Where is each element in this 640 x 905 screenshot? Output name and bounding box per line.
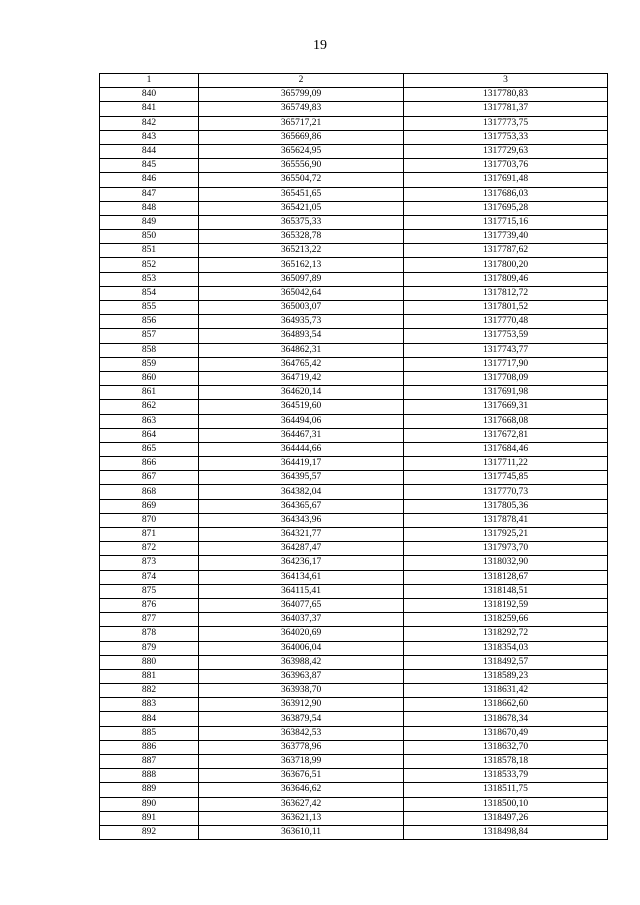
- x-coordinate-cell: 364494,06: [199, 414, 404, 428]
- y-coordinate-cell: 1317973,70: [404, 542, 608, 556]
- x-coordinate-cell: 364444,66: [199, 442, 404, 456]
- point-number-cell: 867: [100, 471, 199, 485]
- point-number-cell: 853: [100, 272, 199, 286]
- point-number-cell: 858: [100, 343, 199, 357]
- point-number-cell: 856: [100, 315, 199, 329]
- y-coordinate-cell: 1318148,51: [404, 584, 608, 598]
- x-coordinate-cell: 364395,57: [199, 471, 404, 485]
- y-coordinate-cell: 1317800,20: [404, 258, 608, 272]
- x-coordinate-cell: 364382,04: [199, 485, 404, 499]
- table-row: [100, 726, 608, 740]
- table-row: [100, 144, 608, 158]
- point-number-cell: 860: [100, 371, 199, 385]
- y-coordinate-cell: 1318497,26: [404, 811, 608, 825]
- point-number-cell: 843: [100, 130, 199, 144]
- y-coordinate-cell: 1317703,76: [404, 159, 608, 173]
- x-coordinate-cell: 365556,90: [199, 159, 404, 173]
- column-header-2: 2: [199, 74, 404, 88]
- y-coordinate-cell: 1318128,67: [404, 570, 608, 584]
- y-coordinate-cell: 1318670,49: [404, 726, 608, 740]
- table-row: [100, 116, 608, 130]
- point-number-cell: 882: [100, 684, 199, 698]
- table-row: [100, 570, 608, 584]
- y-coordinate-cell: 1318498,84: [404, 825, 608, 839]
- x-coordinate-cell: 364519,60: [199, 400, 404, 414]
- y-coordinate-cell: 1318032,90: [404, 556, 608, 570]
- table-row: [100, 485, 608, 499]
- x-coordinate-cell: 364077,65: [199, 598, 404, 612]
- table-row: [100, 712, 608, 726]
- table-row: [100, 584, 608, 598]
- table-row: [100, 301, 608, 315]
- y-coordinate-cell: 1318662,60: [404, 698, 608, 712]
- y-coordinate-cell: 1318292,72: [404, 627, 608, 641]
- y-coordinate-cell: 1318354,03: [404, 641, 608, 655]
- x-coordinate-cell: 364321,77: [199, 528, 404, 542]
- x-coordinate-cell: 365162,13: [199, 258, 404, 272]
- x-coordinate-cell: 365213,22: [199, 244, 404, 258]
- y-coordinate-cell: 1317669,31: [404, 400, 608, 414]
- x-coordinate-cell: 365504,72: [199, 173, 404, 187]
- x-coordinate-cell: 363621,13: [199, 811, 404, 825]
- table-row: [100, 414, 608, 428]
- x-coordinate-cell: 364115,41: [199, 584, 404, 598]
- table-row: [100, 499, 608, 513]
- point-number-cell: 849: [100, 215, 199, 229]
- y-coordinate-cell: 1317743,77: [404, 343, 608, 357]
- table-row: [100, 130, 608, 144]
- x-coordinate-cell: 363627,42: [199, 797, 404, 811]
- point-number-cell: 851: [100, 244, 199, 258]
- column-header-3: 3: [404, 74, 608, 88]
- point-number-cell: 857: [100, 329, 199, 343]
- x-coordinate-cell: 363912,90: [199, 698, 404, 712]
- y-coordinate-cell: 1318632,70: [404, 740, 608, 754]
- table-row: [100, 769, 608, 783]
- x-coordinate-cell: 364365,67: [199, 499, 404, 513]
- point-number-cell: 865: [100, 442, 199, 456]
- point-number-cell: 841: [100, 102, 199, 116]
- y-coordinate-cell: 1317809,46: [404, 272, 608, 286]
- table-row: [100, 684, 608, 698]
- table-body: [100, 88, 608, 840]
- x-coordinate-cell: 365421,05: [199, 201, 404, 215]
- x-coordinate-cell: 365799,09: [199, 88, 404, 102]
- y-coordinate-cell: 1317925,21: [404, 528, 608, 542]
- table-row: [100, 102, 608, 116]
- y-coordinate-cell: 1317753,59: [404, 329, 608, 343]
- x-coordinate-cell: 364893,54: [199, 329, 404, 343]
- x-coordinate-cell: 365749,83: [199, 102, 404, 116]
- point-number-cell: 854: [100, 286, 199, 300]
- y-coordinate-cell: 1318533,79: [404, 769, 608, 783]
- table-row: [100, 669, 608, 683]
- table-row: [100, 400, 608, 414]
- y-coordinate-cell: 1317770,48: [404, 315, 608, 329]
- x-coordinate-cell: 365717,21: [199, 116, 404, 130]
- table-row: [100, 88, 608, 102]
- x-coordinate-cell: 365097,89: [199, 272, 404, 286]
- x-coordinate-cell: 363938,70: [199, 684, 404, 698]
- y-coordinate-cell: 1318259,66: [404, 613, 608, 627]
- x-coordinate-cell: 363718,99: [199, 755, 404, 769]
- point-number-cell: 842: [100, 116, 199, 130]
- column-header-1: 1: [100, 74, 199, 88]
- point-number-cell: 840: [100, 88, 199, 102]
- point-number-cell: 864: [100, 428, 199, 442]
- table-row: [100, 187, 608, 201]
- point-number-cell: 848: [100, 201, 199, 215]
- y-coordinate-cell: 1318192,59: [404, 598, 608, 612]
- x-coordinate-cell: 364467,31: [199, 428, 404, 442]
- x-coordinate-cell: 363610,11: [199, 825, 404, 839]
- point-number-cell: 859: [100, 357, 199, 371]
- table-row: [100, 357, 608, 371]
- x-coordinate-cell: 364620,14: [199, 386, 404, 400]
- x-coordinate-cell: 364862,31: [199, 343, 404, 357]
- point-number-cell: 884: [100, 712, 199, 726]
- point-number-cell: 891: [100, 811, 199, 825]
- y-coordinate-cell: 1317753,33: [404, 130, 608, 144]
- point-number-cell: 883: [100, 698, 199, 712]
- point-number-cell: 872: [100, 542, 199, 556]
- table-row: [100, 698, 608, 712]
- point-number-cell: 889: [100, 783, 199, 797]
- y-coordinate-cell: 1317715,16: [404, 215, 608, 229]
- table-row: [100, 230, 608, 244]
- table-row: [100, 825, 608, 839]
- y-coordinate-cell: 1317739,40: [404, 230, 608, 244]
- x-coordinate-cell: 363963,87: [199, 669, 404, 683]
- y-coordinate-cell: 1317773,75: [404, 116, 608, 130]
- coordinates-table: [99, 73, 608, 840]
- point-number-cell: 846: [100, 173, 199, 187]
- point-number-cell: 890: [100, 797, 199, 811]
- table-row: [100, 272, 608, 286]
- point-number-cell: 868: [100, 485, 199, 499]
- y-coordinate-cell: 1317717,90: [404, 357, 608, 371]
- x-coordinate-cell: 364006,04: [199, 641, 404, 655]
- x-coordinate-cell: 364236,17: [199, 556, 404, 570]
- x-coordinate-cell: 363988,42: [199, 655, 404, 669]
- y-coordinate-cell: 1317684,46: [404, 442, 608, 456]
- x-coordinate-cell: 364765,42: [199, 357, 404, 371]
- table-row: [100, 513, 608, 527]
- table-row: [100, 244, 608, 258]
- point-number-cell: 850: [100, 230, 199, 244]
- x-coordinate-cell: 364343,96: [199, 513, 404, 527]
- point-number-cell: 869: [100, 499, 199, 513]
- x-coordinate-cell: 364419,17: [199, 457, 404, 471]
- x-coordinate-cell: 363646,62: [199, 783, 404, 797]
- y-coordinate-cell: 1317672,81: [404, 428, 608, 442]
- x-coordinate-cell: 364020,69: [199, 627, 404, 641]
- x-coordinate-cell: 364134,61: [199, 570, 404, 584]
- y-coordinate-cell: 1318589,23: [404, 669, 608, 683]
- point-number-cell: 875: [100, 584, 199, 598]
- y-coordinate-cell: 1317770,73: [404, 485, 608, 499]
- table-row: [100, 159, 608, 173]
- table-row: [100, 173, 608, 187]
- table-row: [100, 627, 608, 641]
- point-number-cell: 855: [100, 301, 199, 315]
- table-row: [100, 556, 608, 570]
- y-coordinate-cell: 1317708,09: [404, 371, 608, 385]
- point-number-cell: 871: [100, 528, 199, 542]
- point-number-cell: 863: [100, 414, 199, 428]
- table-row: [100, 811, 608, 825]
- point-number-cell: 852: [100, 258, 199, 272]
- point-number-cell: 844: [100, 144, 199, 158]
- y-coordinate-cell: 1317801,52: [404, 301, 608, 315]
- x-coordinate-cell: 364287,47: [199, 542, 404, 556]
- table-row: [100, 258, 608, 272]
- point-number-cell: 873: [100, 556, 199, 570]
- table-row: [100, 428, 608, 442]
- y-coordinate-cell: 1317711,22: [404, 457, 608, 471]
- table-row: [100, 471, 608, 485]
- point-number-cell: 847: [100, 187, 199, 201]
- x-coordinate-cell: 364935,73: [199, 315, 404, 329]
- x-coordinate-cell: 365624,95: [199, 144, 404, 158]
- y-coordinate-cell: 1317812,72: [404, 286, 608, 300]
- y-coordinate-cell: 1318500,10: [404, 797, 608, 811]
- x-coordinate-cell: 365003,07: [199, 301, 404, 315]
- point-number-cell: 881: [100, 669, 199, 683]
- point-number-cell: 876: [100, 598, 199, 612]
- table-row: [100, 755, 608, 769]
- point-number-cell: 885: [100, 726, 199, 740]
- x-coordinate-cell: 363879,54: [199, 712, 404, 726]
- x-coordinate-cell: 364719,42: [199, 371, 404, 385]
- x-coordinate-cell: 365328,78: [199, 230, 404, 244]
- table-row: [100, 797, 608, 811]
- table-row: [100, 343, 608, 357]
- y-coordinate-cell: 1317691,98: [404, 386, 608, 400]
- point-number-cell: 879: [100, 641, 199, 655]
- table-row: [100, 215, 608, 229]
- point-number-cell: 877: [100, 613, 199, 627]
- point-number-cell: 888: [100, 769, 199, 783]
- table-header-row: [100, 74, 608, 88]
- y-coordinate-cell: 1317781,37: [404, 102, 608, 116]
- point-number-cell: 870: [100, 513, 199, 527]
- table-row: [100, 641, 608, 655]
- y-coordinate-cell: 1317805,36: [404, 499, 608, 513]
- table-row: [100, 201, 608, 215]
- x-coordinate-cell: 365451,65: [199, 187, 404, 201]
- y-coordinate-cell: 1318511,75: [404, 783, 608, 797]
- table-row: [100, 542, 608, 556]
- y-coordinate-cell: 1318578,18: [404, 755, 608, 769]
- table-row: [100, 655, 608, 669]
- y-coordinate-cell: 1317668,08: [404, 414, 608, 428]
- x-coordinate-cell: 364037,37: [199, 613, 404, 627]
- point-number-cell: 874: [100, 570, 199, 584]
- y-coordinate-cell: 1317695,28: [404, 201, 608, 215]
- x-coordinate-cell: 365042,64: [199, 286, 404, 300]
- x-coordinate-cell: 363778,96: [199, 740, 404, 754]
- point-number-cell: 878: [100, 627, 199, 641]
- point-number-cell: 866: [100, 457, 199, 471]
- point-number-cell: 861: [100, 386, 199, 400]
- table-row: [100, 315, 608, 329]
- point-number-cell: 892: [100, 825, 199, 839]
- table-row: [100, 528, 608, 542]
- table-row: [100, 371, 608, 385]
- table-row: [100, 442, 608, 456]
- y-coordinate-cell: 1317878,41: [404, 513, 608, 527]
- x-coordinate-cell: 365375,33: [199, 215, 404, 229]
- table-row: [100, 329, 608, 343]
- x-coordinate-cell: 365669,86: [199, 130, 404, 144]
- y-coordinate-cell: 1317780,83: [404, 88, 608, 102]
- table-row: [100, 457, 608, 471]
- table-row: [100, 613, 608, 627]
- page-number: 19: [313, 38, 327, 53]
- y-coordinate-cell: 1318678,34: [404, 712, 608, 726]
- x-coordinate-cell: 363842,53: [199, 726, 404, 740]
- table-row: [100, 783, 608, 797]
- point-number-cell: 880: [100, 655, 199, 669]
- y-coordinate-cell: 1318631,42: [404, 684, 608, 698]
- point-number-cell: 886: [100, 740, 199, 754]
- y-coordinate-cell: 1317729,63: [404, 144, 608, 158]
- y-coordinate-cell: 1317787,62: [404, 244, 608, 258]
- table-row: [100, 286, 608, 300]
- y-coordinate-cell: 1317686,03: [404, 187, 608, 201]
- point-number-cell: 887: [100, 755, 199, 769]
- x-coordinate-cell: 363676,51: [199, 769, 404, 783]
- point-number-cell: 845: [100, 159, 199, 173]
- y-coordinate-cell: 1317691,48: [404, 173, 608, 187]
- table-row: [100, 598, 608, 612]
- y-coordinate-cell: 1318492,57: [404, 655, 608, 669]
- table-row: [100, 386, 608, 400]
- table-row: [100, 740, 608, 754]
- point-number-cell: 862: [100, 400, 199, 414]
- y-coordinate-cell: 1317745,85: [404, 471, 608, 485]
